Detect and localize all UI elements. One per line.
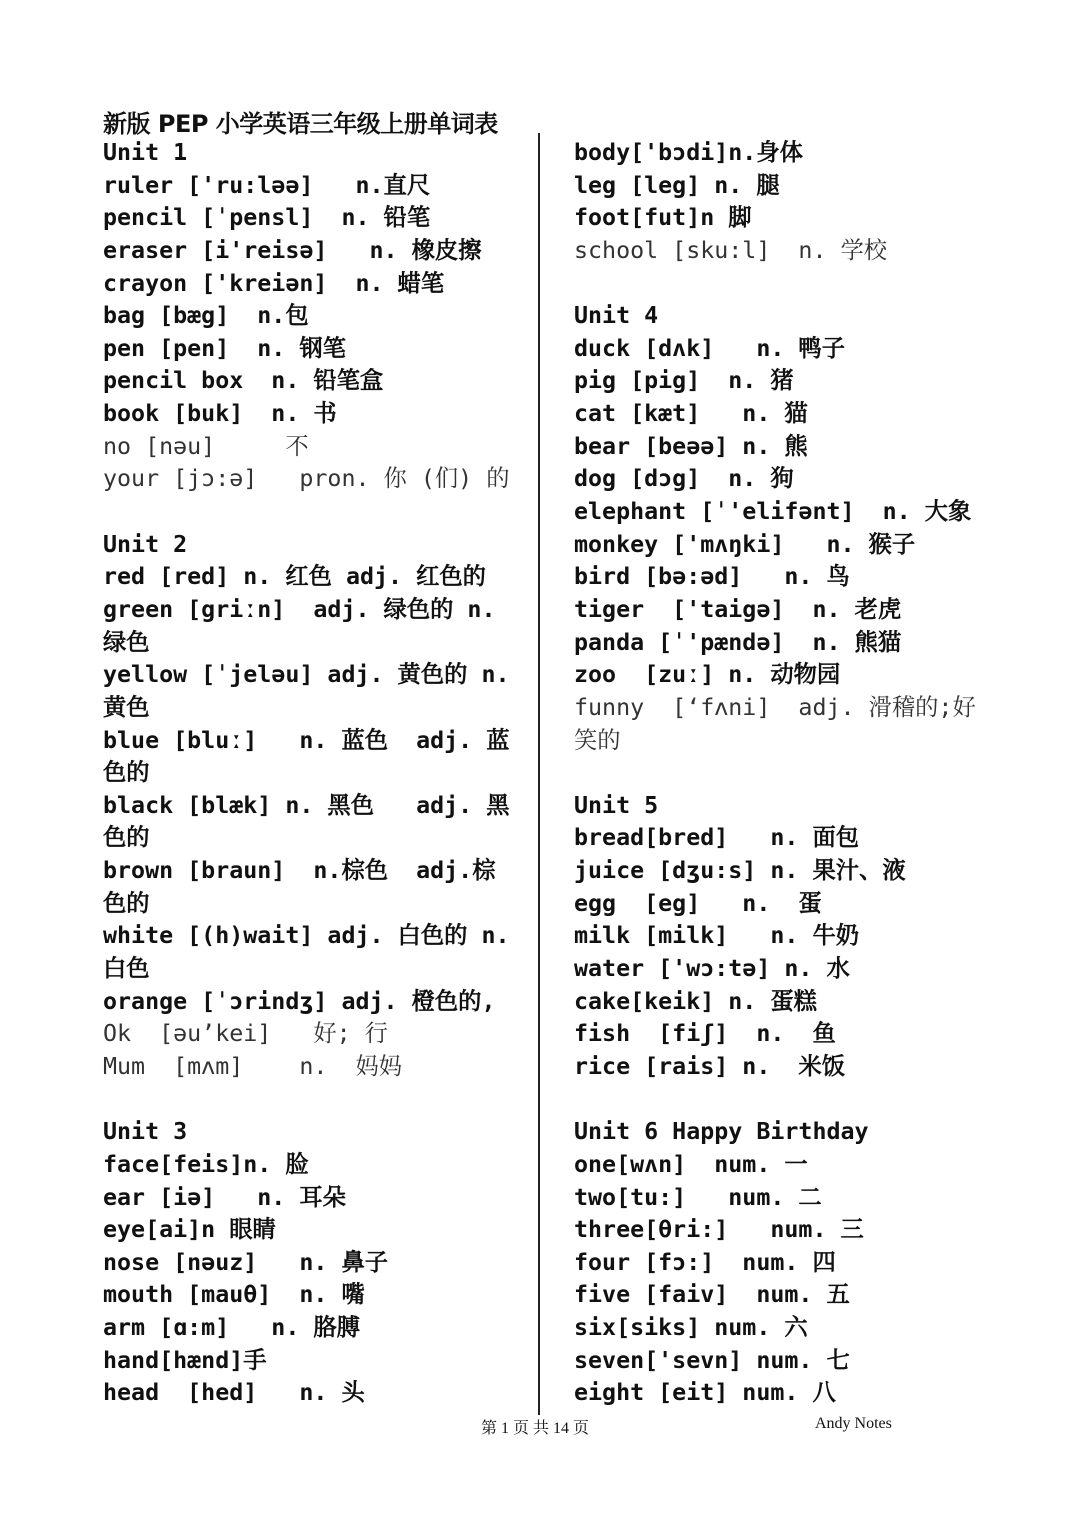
blank-line <box>574 757 976 790</box>
vocab-line: 黄色 <box>103 693 150 721</box>
page-number: 第 1 页 共 14 页 <box>481 1420 590 1437</box>
vocab-line: 色的 <box>103 889 150 917</box>
blank-line <box>574 1084 976 1117</box>
vocab-line: your [jɔ:ə] pron. 你 (们) 的 <box>103 465 510 493</box>
vocab-line: five [faiv] num. 五 <box>574 1281 850 1309</box>
vocab-line: water ['wɔ:tə] n. 水 <box>574 955 850 983</box>
vocab-line: eye[ai]n 眼睛 <box>103 1216 276 1244</box>
vocab-line: milk [milk] n. 牛奶 <box>574 922 860 950</box>
vocab-line: ear [iə] n. 耳朵 <box>103 1183 346 1211</box>
vocab-line: eight [eit] num. 八 <box>574 1379 836 1407</box>
vocab-line: cake[keik] n. 蛋糕 <box>574 987 817 1015</box>
unit-heading: Unit 5 <box>574 791 659 819</box>
vocab-line: juice [dʒu:s] n. 果汁、液 <box>574 857 906 885</box>
vocab-line: ruler ['ru:ləə] n.直尺 <box>103 171 431 199</box>
vocab-line: crayon ['kreiən] n. 蜡笔 <box>103 269 445 297</box>
vocab-line: Ok [əu’kei] 好; 行 <box>103 1020 389 1048</box>
vocab-line: pen [pen] n. 钢笔 <box>103 334 346 362</box>
document-title: 新版 PEP 小学英语三年级上册单词表 <box>103 110 498 138</box>
vocab-line: four [fɔ:] num. 四 <box>574 1248 836 1276</box>
vocab-line: eraser [i'reisə] n. 橡皮擦 <box>103 236 482 264</box>
column-divider <box>538 133 540 1415</box>
vocab-line: two[tu:] num. 二 <box>574 1183 822 1211</box>
vocab-line: duck [dʌk] n. 鸭子 <box>574 334 846 362</box>
vocab-line: bear [beəə] n. 熊 <box>574 432 808 460</box>
vocab-line: brown [braun] n.棕色 adj.棕 <box>103 857 496 885</box>
vocab-line: 色的 <box>103 824 150 852</box>
vocab-line: bag [bæg] n.包 <box>103 302 309 330</box>
vocab-line: Mum [mʌm] n. 妈妈 <box>103 1052 403 1080</box>
right-column <box>574 137 976 1410</box>
unit-heading: Unit 4 <box>574 302 659 330</box>
vocab-line: yellow [ˈjeləu] adj. 黄色的 n. <box>103 661 510 689</box>
unit-heading: Unit 3 <box>103 1118 188 1146</box>
vocab-line: seven['sevn] num. 七 <box>574 1346 850 1374</box>
vocab-line: foot[fut]n 脚 <box>574 204 752 232</box>
vocab-line: 笑的 <box>574 726 621 754</box>
vocab-line: rice [rais] n. 米饭 <box>574 1052 846 1080</box>
unit-heading: Unit 2 <box>103 530 188 558</box>
vocab-line: 色的 <box>103 759 150 787</box>
vocab-line: pencil [ˈpensl] n. 铅笔 <box>103 204 431 232</box>
vocab-line: blue [bluː] n. 蓝色 adj. 蓝 <box>103 726 510 754</box>
vocab-line: fish [fiʃ] n. 鱼 <box>574 1020 836 1048</box>
vocab-line: school [sku:l] n. 学校 <box>574 236 888 264</box>
vocab-line: pig [pig] n. 猪 <box>574 367 794 395</box>
vocab-line: elephant [ˈ'elifənt] n. 大象 <box>574 498 972 526</box>
vocab-line: bread[bred] n. 面包 <box>574 824 860 852</box>
vocab-line: 白色 <box>103 955 150 983</box>
vocab-line: red [red] n. 红色 adj. 红色的 <box>103 563 486 591</box>
unit-heading: Unit 6 Happy Birthday <box>574 1118 869 1146</box>
vocab-line: cat [kæt] n. 猫 <box>574 400 808 428</box>
blank-line <box>103 1084 510 1117</box>
vocab-line: hand[hænd]手 <box>103 1346 267 1374</box>
vocab-line: leg [leg] n. 腿 <box>574 171 780 199</box>
blank-line <box>574 268 976 301</box>
vocab-line: egg [eg] n. 蛋 <box>574 889 822 917</box>
vocab-line: bird [bə:əd] n. 鸟 <box>574 563 850 591</box>
vocab-line: panda [ˈ'pændə] n. 熊猫 <box>574 628 902 656</box>
vocab-line: body['bɔdi]n.身体 <box>574 139 803 166</box>
vocab-line: face[feis]n. 脸 <box>103 1150 309 1178</box>
vocab-line: six[siks] num. 六 <box>574 1314 808 1342</box>
vocab-line: no [nəu] 不 <box>103 432 309 460</box>
blank-line <box>103 496 510 529</box>
vocab-line: white [(h)wait] adj. 白色的 n. <box>103 922 510 950</box>
vocab-line: head [hed] n. 头 <box>103 1379 365 1407</box>
vocab-line: book [buk] n. 书 <box>103 400 337 428</box>
vocab-line: dog [dɔg] n. 狗 <box>574 465 794 493</box>
vocab-line: arm [ɑ:m] n. 胳膊 <box>103 1314 360 1342</box>
vocab-line: nose [nəuz] n. 鼻子 <box>103 1248 389 1276</box>
vocab-line: three[θri:] num. 三 <box>574 1216 864 1244</box>
author-label: Andy Notes <box>815 1415 892 1432</box>
vocab-line: tiger ['taigə] n. 老虎 <box>574 595 902 623</box>
left-column <box>103 137 510 1410</box>
vocab-line: zoo [zuː] n. 动物园 <box>574 661 841 689</box>
vocab-line: monkey ['mʌŋki] n. 猴子 <box>574 530 916 558</box>
unit-heading: Unit 1 <box>103 139 188 166</box>
vocab-line: one[wʌn] num. 一 <box>574 1150 808 1178</box>
vocab-line: orange [ˈɔrindʒ] adj. 橙色的, <box>103 987 496 1015</box>
vocab-line: black [blæk] n. 黑色 adj. 黑 <box>103 791 510 819</box>
vocab-line: 绿色 <box>103 628 150 656</box>
vocab-line: green [griːn] adj. 绿色的 n. <box>103 595 496 623</box>
vocab-line: pencil box n. 铅笔盒 <box>103 367 384 395</box>
vocab-line: funny [‘fʌni] adj. 滑稽的;好 <box>574 693 976 721</box>
vocab-line: mouth [mauθ] n. 嘴 <box>103 1281 365 1309</box>
